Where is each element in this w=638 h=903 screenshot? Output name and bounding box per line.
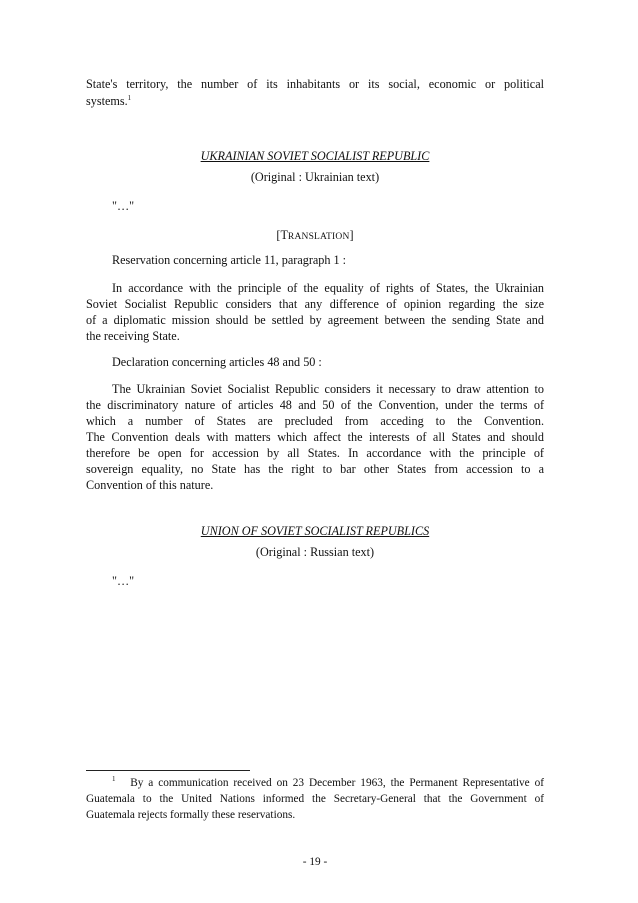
declaration-line-6: sovereign equality, no State has the right to bar other States from accession to a xyxy=(86,462,544,476)
translation-open: [ xyxy=(276,228,281,242)
footnote-divider xyxy=(86,770,250,771)
ukrainian-heading xyxy=(86,149,544,164)
intro-line-2 xyxy=(86,94,544,109)
declaration-line-7: Convention of this nature. xyxy=(86,478,214,492)
ussr-quote: "…" xyxy=(112,574,135,588)
translation-first: T xyxy=(280,228,288,242)
footnote-line-2: Guatemala to the United Nations informed the Secretary-General that the Government of xyxy=(86,793,544,805)
intro-line-2-text: systems. xyxy=(86,94,128,108)
ussr-original-note: (Original : Russian text) xyxy=(255,545,375,559)
footnote-number: 1 xyxy=(112,775,116,784)
reservation-line-2: Soviet Socialist Republic considers that any difference of opinion regarding the size xyxy=(86,297,544,311)
reservation-line-3: of a diplomatic mission should be settled by agreement between the sending State and xyxy=(86,313,544,327)
ussr-heading xyxy=(86,524,544,539)
declaration-line-4: The Convention deals with matters which affect the interests of all States and should xyxy=(86,430,544,444)
ukrainian-quote: "…" xyxy=(112,199,135,213)
footnote-line-3: Guatemala rejects formally these reservations. xyxy=(86,809,296,821)
declaration-label: Declaration concerning articles 48 and 50 : xyxy=(112,355,322,369)
footnote-reference: 1 xyxy=(127,93,132,102)
ukrainian-original-note: (Original : Ukrainian text) xyxy=(250,170,380,184)
ukrainian-heading-text: UKRAINIAN SOVIET SOCIALIST REPUBLIC xyxy=(200,149,430,163)
footnote-line-1 xyxy=(112,776,544,792)
translation-close: ] xyxy=(349,228,354,242)
footnote-line-1-text: By a communication received on 23 December 1963, the Permanent Representative of xyxy=(130,777,544,789)
intro-line-1: State's territory, the number of its inhabitants or its social, economic or political xyxy=(86,77,544,91)
translation-rest: RANSLATION xyxy=(287,232,350,242)
reservation-line-4: the receiving State. xyxy=(86,329,180,343)
declaration-line-1: The Ukrainian Soviet Socialist Republic considers it necessary to draw attention to xyxy=(112,382,544,396)
ussr-heading-text: UNION OF SOVIET SOCIALIST REPUBLICS xyxy=(200,524,430,538)
reservation-label: Reservation concerning article 11, paragraph 1 : xyxy=(112,253,347,267)
translation-note xyxy=(86,228,544,243)
reservation-line-1: In accordance with the principle of the equality of rights of States, the Ukrainian xyxy=(112,281,544,295)
declaration-line-2: the discriminatory nature of articles 48 and 50 of the Convention, under the terms of xyxy=(86,398,544,412)
page-number: - 19 - xyxy=(302,856,328,868)
declaration-line-5: therefore be open for accession by all States. In accordance with the principle of xyxy=(86,446,544,460)
declaration-line-3: which a number of States are precluded from acceding to the Convention. xyxy=(86,414,544,428)
